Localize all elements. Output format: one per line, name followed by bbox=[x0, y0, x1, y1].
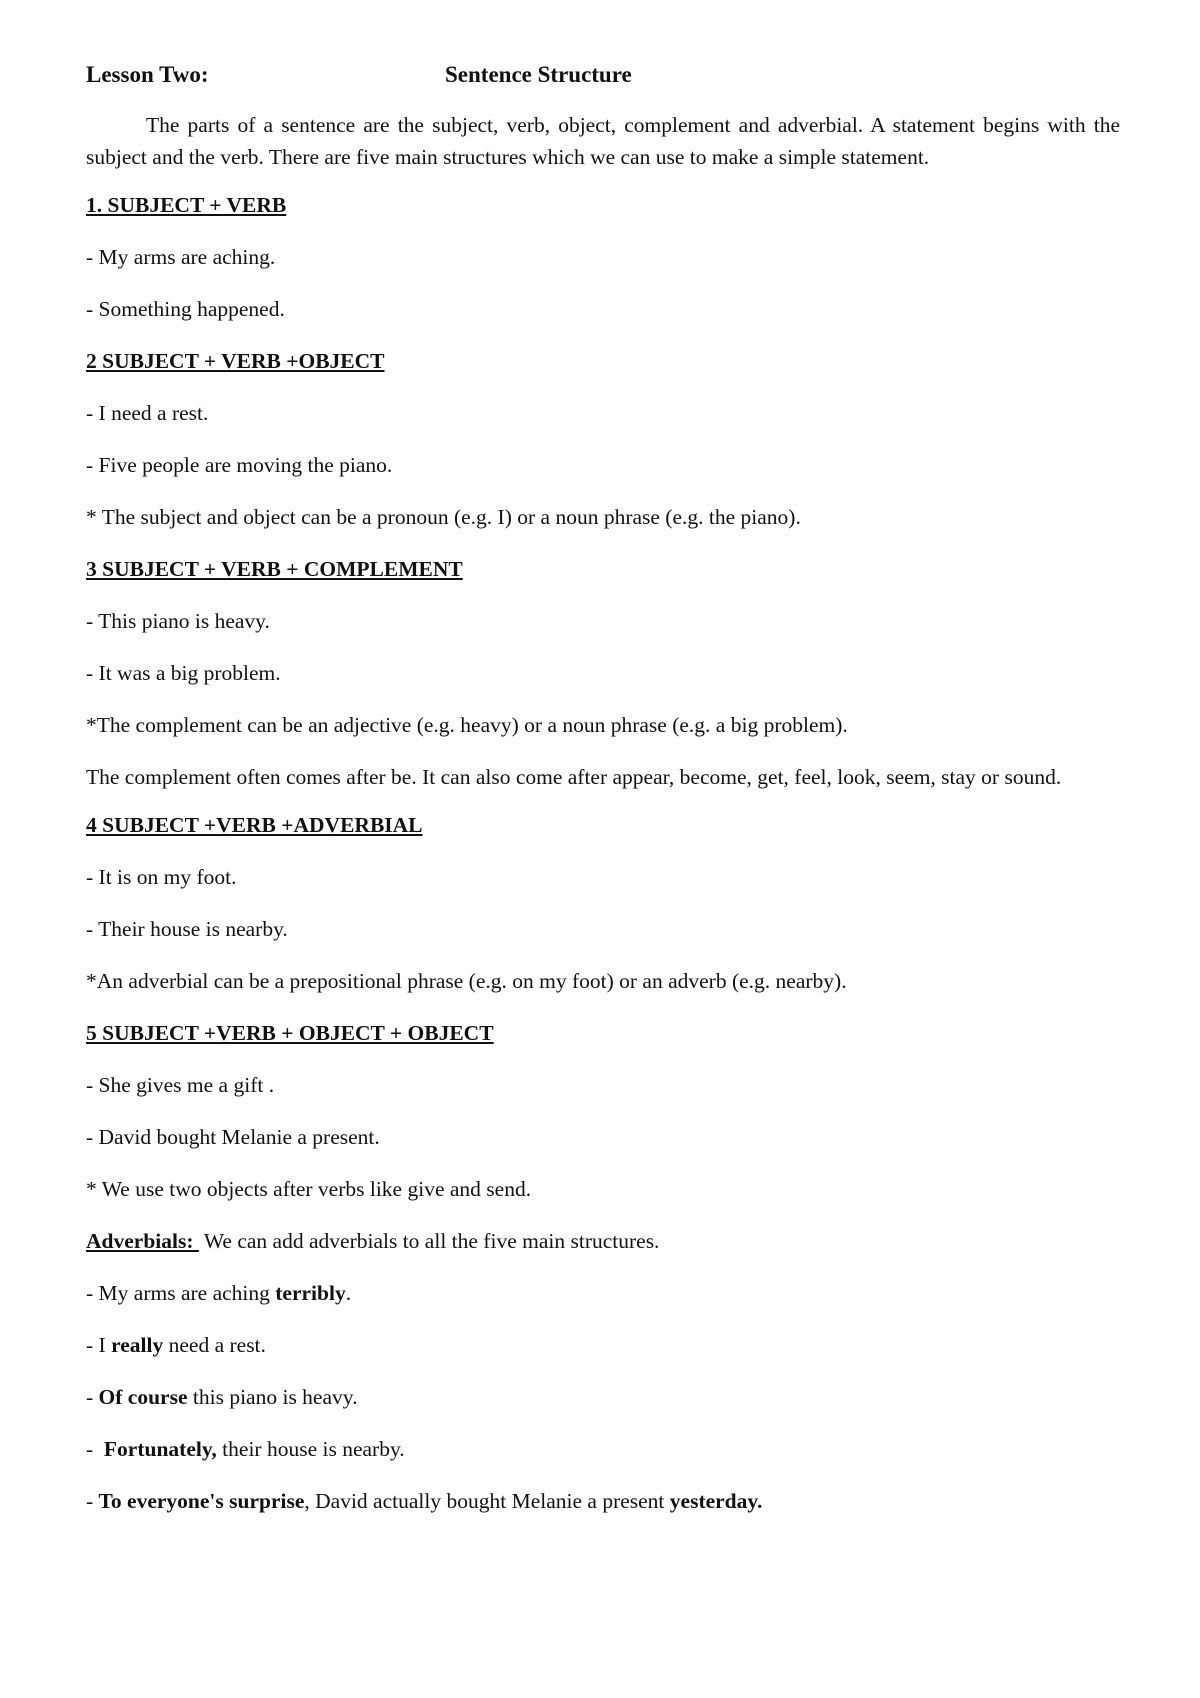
structure-note: *An adverbial can be a prepositional phrase (e.g. on my foot) or an adverb (e.g. nearby). bbox=[86, 969, 847, 993]
example-text: , David actually bought Melanie a present bbox=[304, 1489, 670, 1513]
structure-note: * We use two objects after verbs like give and send. bbox=[86, 1177, 532, 1201]
example-text: - My arms are aching bbox=[86, 1281, 276, 1305]
adverbial-example bbox=[86, 1277, 1120, 1309]
adverbial-example bbox=[86, 1485, 1120, 1517]
example-sentence: - Something happened. bbox=[86, 297, 285, 321]
structure-note: * The subject and object can be a pronoun (e.g. I) or a noun phrase (e.g. the piano). bbox=[86, 505, 801, 529]
adverbial-highlight: Fortunately, bbox=[103, 1437, 217, 1461]
example-sentence: - This piano is heavy. bbox=[86, 609, 270, 633]
structure-heading: 3 SUBJECT + VERB + COMPLEMENT bbox=[86, 557, 463, 581]
example-text: their house is nearby. bbox=[216, 1437, 405, 1461]
example-text: - bbox=[86, 1489, 99, 1513]
structure-note-detail: The complement often comes after be. It can also come after appear, become, get, feel, look, seem, stay or sound. bbox=[86, 765, 1062, 789]
example-sentence: - It is on my foot. bbox=[86, 865, 237, 889]
adverbials-label: Adverbials: bbox=[86, 1229, 194, 1253]
adverbial-example bbox=[86, 1329, 1120, 1361]
example-sentence: - Five people are moving the piano. bbox=[86, 453, 393, 477]
example-sentence: - She gives me a gift . bbox=[86, 1073, 275, 1097]
structure-note: *The complement can be an adjective (e.g. heavy) or a noun phrase (e.g. a big problem). bbox=[86, 713, 848, 737]
adverbial-highlight: Of course bbox=[98, 1385, 188, 1409]
adverbial-highlight: To everyone's surprise bbox=[98, 1489, 305, 1513]
example-text: - bbox=[86, 1437, 104, 1461]
example-sentence: - My arms are aching. bbox=[86, 245, 276, 269]
structure-heading: 5 SUBJECT +VERB + OBJECT + OBJECT bbox=[86, 1021, 494, 1045]
example-text: . bbox=[345, 1281, 352, 1305]
lesson-title bbox=[86, 55, 1120, 95]
adverbials-intro bbox=[86, 1225, 1120, 1257]
example-sentence: - I need a rest. bbox=[86, 401, 209, 425]
structure-heading: 1. SUBJECT + VERB bbox=[86, 193, 287, 217]
example-sentence: - Their house is nearby. bbox=[86, 917, 288, 941]
structure-heading: 4 SUBJECT +VERB +ADVERBIAL bbox=[86, 813, 423, 837]
example-text: - bbox=[86, 1385, 99, 1409]
example-text: need a rest. bbox=[163, 1333, 266, 1357]
document-page bbox=[86, 55, 1120, 1537]
lesson-number: Lesson Two: bbox=[86, 62, 209, 87]
adverbials-text: We can add adverbials to all the five main structures. bbox=[198, 1229, 660, 1253]
adverbial-highlight: yesterday. bbox=[669, 1489, 763, 1513]
structure-heading: 2 SUBJECT + VERB +OBJECT bbox=[86, 349, 385, 373]
example-text: this piano is heavy. bbox=[187, 1385, 358, 1409]
example-text: - I bbox=[86, 1333, 112, 1357]
adverbial-example bbox=[86, 1381, 1120, 1413]
adverbial-example bbox=[86, 1433, 1120, 1465]
intro-paragraph: The parts of a sentence are the subject, verb, object, complement and adverbial. A statement begins with the subject and the verb. There are five main structures which we can use to make a simple statement. bbox=[86, 113, 1120, 169]
adverbial-highlight: really bbox=[111, 1333, 164, 1357]
adverbial-highlight: terribly bbox=[275, 1281, 346, 1305]
example-sentence: - David bought Melanie a present. bbox=[86, 1125, 380, 1149]
lesson-subject: Sentence Structure bbox=[445, 62, 632, 87]
example-sentence: - It was a big problem. bbox=[86, 661, 281, 685]
